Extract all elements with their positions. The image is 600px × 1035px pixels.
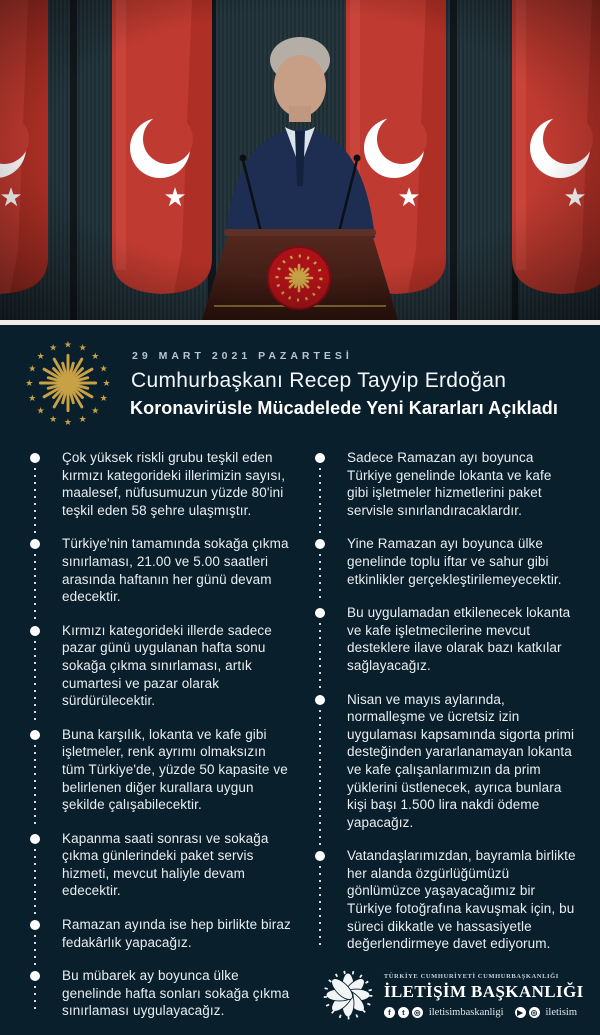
social-handle-2: iletisim xyxy=(545,1006,577,1018)
svg-text:★: ★ xyxy=(36,405,45,416)
date-line: 29 MART 2021 PAZARTESİ xyxy=(132,349,353,362)
bullet-item xyxy=(315,691,576,832)
svg-text:★: ★ xyxy=(78,413,87,424)
svg-text:★: ★ xyxy=(49,342,58,353)
content-panel xyxy=(0,325,600,1035)
youtube-icon[interactable]: ▶ xyxy=(515,1007,526,1018)
svg-text:★: ★ xyxy=(63,416,73,427)
svg-text:★: ★ xyxy=(25,378,34,389)
headline: Koronavirüsle Mücadelede Yeni Kararları Açıkladı xyxy=(130,397,558,418)
svg-text:★: ★ xyxy=(63,339,73,350)
bullet-text: Bu uygulamadan etkilenecek lokanta ve kafe işletmecilerine mevcut desteklere ilave olarak bazı katkılar sağlayacağız. xyxy=(347,605,571,673)
bullet-item xyxy=(30,726,291,814)
svg-text:★: ★ xyxy=(28,393,37,404)
bullet-text: Vatandaşlarımızdan, bayramla birlikte her alanda özgürlüğümüzü gönlümüzce yaşayacağımız bir Türkiye fotoğrafına kavuşmak için, bu süreci dikkatle ve hassasiyetle değerlendirmeye davet ediyorum. xyxy=(347,848,576,952)
instagram-icon[interactable]: ◎ xyxy=(529,1007,540,1018)
org-name-small: TÜRKİYE CUMHURİYETİ CUMHURBAŞKANLIĞI xyxy=(383,972,559,980)
communications-directorate-emblem-icon xyxy=(322,969,374,1021)
bullet-dot-icon xyxy=(30,920,40,930)
bullet-text: Bu mübarek ay boyunca ülke genelinde hafta sonları sokağa çıkma sınırlaması uygulayacağız. xyxy=(62,968,290,1019)
bullet-item xyxy=(30,449,291,519)
bullet-list-left xyxy=(30,449,291,1035)
bullet-dot-icon xyxy=(315,851,325,861)
instagram-icon[interactable]: ◎ xyxy=(412,1007,423,1018)
bullet-dot-icon xyxy=(30,730,40,740)
facebook-icon[interactable]: f xyxy=(384,1007,395,1018)
press-conference-photo xyxy=(0,0,600,320)
svg-text:★: ★ xyxy=(91,350,100,361)
svg-text:★: ★ xyxy=(102,378,111,389)
svg-text:★: ★ xyxy=(78,342,87,353)
social-row xyxy=(384,1007,584,1018)
presidency-emblem-icon xyxy=(22,337,114,429)
bullet-text: Kapanma saati sonrası ve sokağa çıkma günlerindeki paket servis hizmeti, mevcut haliyle devam edecektir. xyxy=(62,830,269,899)
bullet-columns xyxy=(0,433,600,1035)
bullet-item xyxy=(315,604,576,674)
bullet-text: Buna karşılık, lokanta ve kafe gibi işletmeler, renk ayrımı olmaksızın tüm Türkiye'de, yüzde 50 kapasite ve belirlenen diğer kurallara uygun şekilde çalışabilecektir. xyxy=(62,726,288,813)
bullet-item xyxy=(315,449,576,519)
bullet-text: Yine Ramazan ayı boyunca ülke genelinde toplu iftar ve sahur gibi etkinlikler gerçekleştirilemeyecektir. xyxy=(347,536,562,587)
svg-text:★: ★ xyxy=(36,350,45,361)
bullet-item xyxy=(30,967,291,1020)
bullet-text: Nisan ve mayıs aylarında, normalleşme ve ücretsiz izin uygulaması kapsamında sigorta primi desteğinden yararlanamayan lokanta ve kafe çalışanlarımızın da prim yüklerini üstlenecek, ayrıca bunlara kişi başı 1.500 lira nakdi ödeme yapacağız. xyxy=(347,691,575,830)
masthead xyxy=(0,325,600,433)
bullet-dot-icon xyxy=(315,539,325,549)
bullet-dot-icon xyxy=(30,834,40,844)
bullet-text: Sadece Ramazan ayı boyunca Türkiye genelinde lokanta ve kafe gibi işletmeler hizmetlerini paket servisle sınırlandıracaklardır. xyxy=(347,450,552,518)
bullet-item xyxy=(30,535,291,605)
svg-text:★: ★ xyxy=(49,413,58,424)
bullet-dot-icon xyxy=(315,453,325,463)
bullet-dot-icon xyxy=(315,695,325,705)
bullet-dot-icon xyxy=(30,626,40,636)
social-icons-group2 xyxy=(515,1007,540,1018)
svg-text:★: ★ xyxy=(91,405,100,416)
bullet-item xyxy=(30,916,291,951)
social-handle-1: iletisimbaskanligi xyxy=(428,1006,504,1018)
twitter-icon[interactable]: t xyxy=(398,1007,409,1018)
social-icons-group1 xyxy=(384,1007,423,1018)
bullet-dot-icon xyxy=(30,453,40,463)
bullet-text: Ramazan ayında ise hep birlikte biraz fedakârlık yapacağız. xyxy=(62,917,291,950)
photo-scene xyxy=(0,0,600,320)
bullet-text: Türkiye'nin tamamında sokağa çıkma sınırlaması, 21.00 ve 5.00 saatleri arasında haftanın her günü devam edecektir. xyxy=(62,536,289,605)
bullet-item xyxy=(315,847,576,953)
svg-text:★: ★ xyxy=(99,363,108,374)
svg-text:★: ★ xyxy=(28,363,37,374)
footer-brand xyxy=(322,969,584,1021)
bullet-dot-icon xyxy=(30,539,40,549)
bullet-item xyxy=(30,830,291,900)
svg-text:★: ★ xyxy=(99,393,108,404)
bullet-list-right xyxy=(315,449,576,1035)
bullet-text: Çok yüksek riskli grubu teşkil eden kırmızı kategorideki illerimizin sayısı, maalesef, nüfusumuzun yüzde 80'ini teşkil eden 58 şehre ulaşmıştır. xyxy=(62,450,286,518)
bullet-dot-icon xyxy=(315,608,325,618)
speaker-name: Cumhurbaşkanı Recep Tayyip Erdoğan xyxy=(131,368,507,392)
bullet-text: Kırmızı kategorideki illerde sadece pazar günü uygulanan hafta sonu sokağa çıkma sınırlaması, artık cumartesi ve pazar olarak sürdürülecektir. xyxy=(62,622,272,709)
bullet-item xyxy=(30,622,291,710)
bullet-dot-icon xyxy=(30,971,40,981)
bullet-item xyxy=(315,535,576,588)
org-name-large: İLETİŞİM BAŞKANLIĞI xyxy=(383,981,584,1001)
